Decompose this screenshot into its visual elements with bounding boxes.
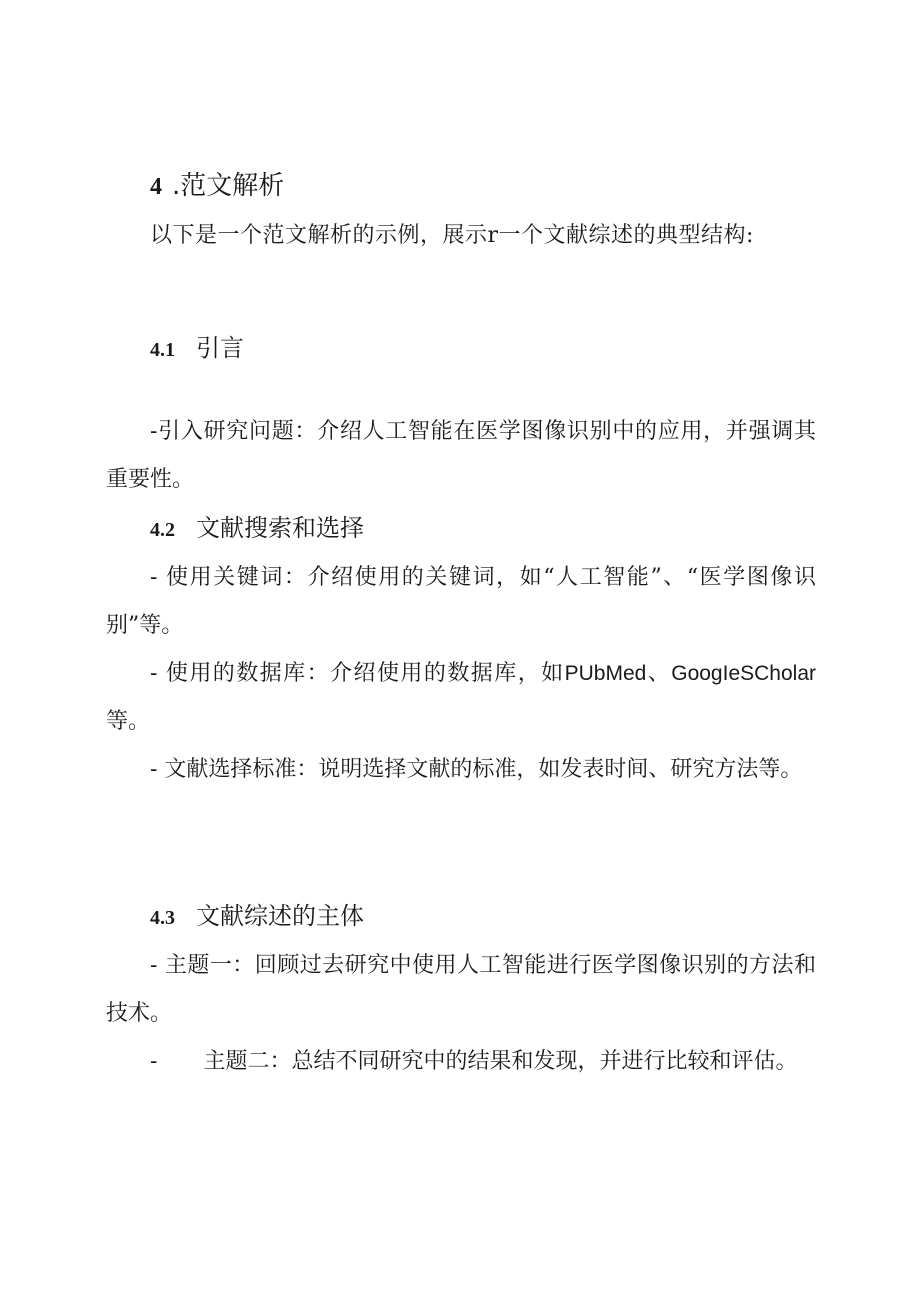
subsection-title: 文献搜索和选择 <box>196 514 364 542</box>
section-intro: 以下是一个范文解析的示例，展示r一个文献综述的典型结构: <box>150 223 754 248</box>
databases-suffix: 等。 <box>106 709 151 734</box>
paragraph-theme-one: - 主题一：回顾过去研究中使用人工智能进行医学图像识别的方法和技术。 <box>106 953 816 1026</box>
paragraph-keywords: - 使用关键词：介绍使用的关键词，如“人工智能”、“医学图像识别”等。 <box>106 565 816 638</box>
paragraph-theme-two <box>106 1038 816 1086</box>
section-heading <box>150 170 860 203</box>
theme-two-text: 主题二：总结不同研究中的结果和发现，并进行比较和评估。 <box>203 1049 798 1074</box>
subsection-number: 4.2 <box>150 519 175 541</box>
section-number: 4 <box>150 174 162 200</box>
paragraph-databases <box>106 650 816 746</box>
databases-separator: 、 <box>646 661 672 686</box>
paragraph-selection-criteria: - 文献选择标准：说明选择文献的标准，如发表时间、研究方法等。 <box>150 757 803 782</box>
theme-two-dash: - <box>150 1049 158 1074</box>
subsection-title: 引言 <box>196 334 244 362</box>
subsection-number: 4.3 <box>150 907 175 929</box>
subsection-heading-4-2 <box>150 512 860 546</box>
database-pubmed: PUbMed <box>564 662 647 685</box>
databases-prefix: - 使用的数据库：介绍使用的数据库，如 <box>150 661 565 686</box>
paragraph-intro-question: -引入研究问题：介绍人工智能在医学图像识别中的应用，并强调其重要性。 <box>106 419 816 492</box>
subsection-number: 4.1 <box>150 339 175 361</box>
section-title: .范文解析 <box>172 171 285 201</box>
subsection-title: 文献综述的主体 <box>196 902 364 930</box>
subsection-heading-4-3 <box>150 900 860 934</box>
subsection-heading-4-1 <box>150 332 860 366</box>
database-google-scholar: GoogIeSCholar <box>671 662 816 685</box>
